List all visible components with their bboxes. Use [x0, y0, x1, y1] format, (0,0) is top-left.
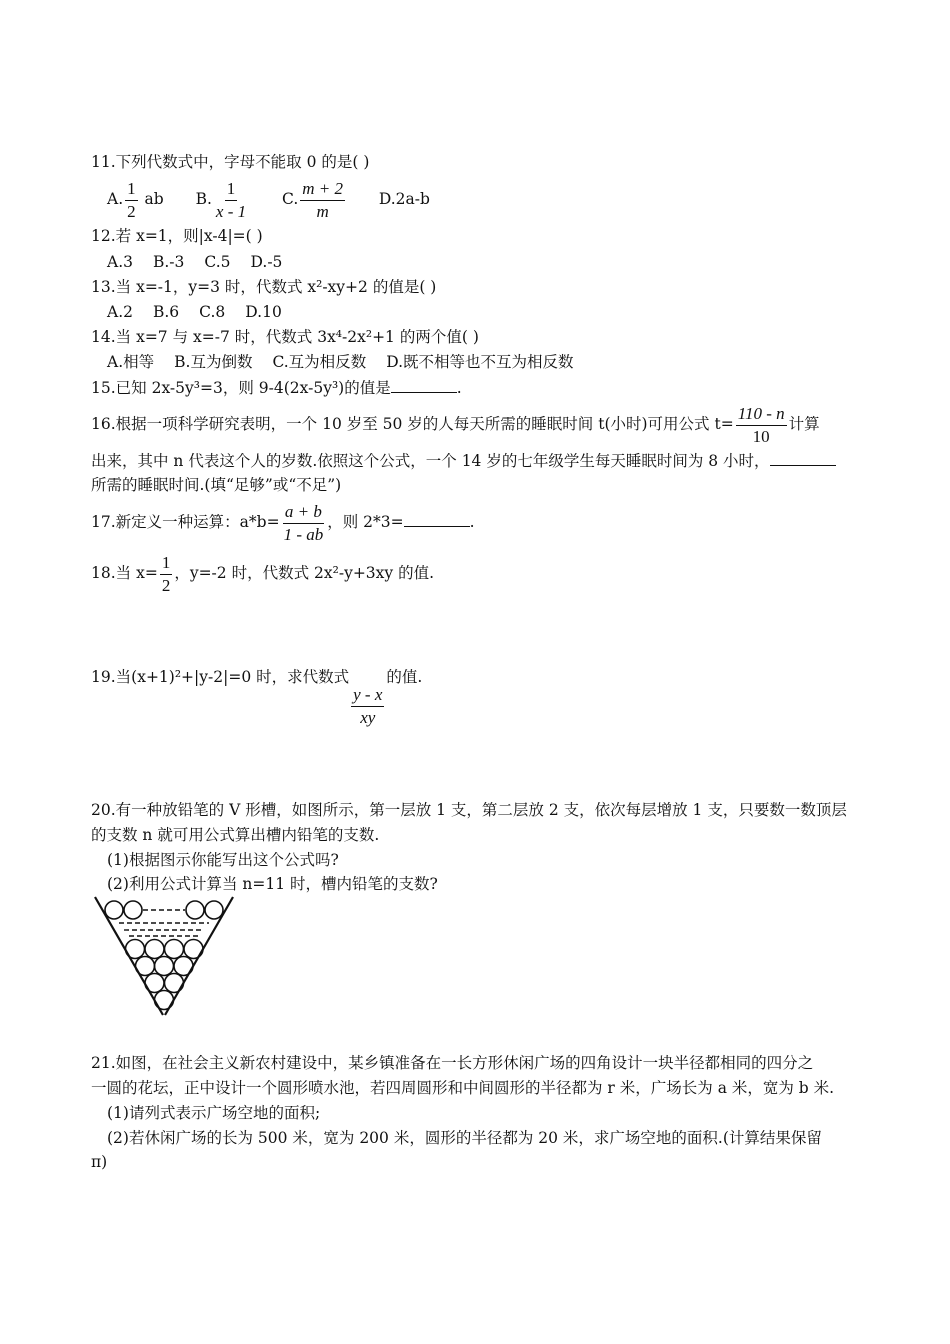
q14-option-d: D.既不相等也不互为相反数: [386, 353, 574, 371]
q13-option-c: C.8: [199, 303, 226, 321]
q13-option-d: D.10: [245, 303, 282, 321]
q12-option-b: B.-3: [152, 253, 185, 271]
q11-option-d: D.2a-b: [378, 190, 430, 208]
q19-line: 19.当(x+1)²+|y-2|=0 时，求代数式 $\frac{y - x}{xy}$ 的值.: [91, 668, 423, 727]
pencil-top-1: [105, 901, 123, 919]
q14-option-b: B.互为倒数: [174, 353, 253, 371]
q13-options: [107, 302, 302, 322]
q16-line3: 所需的睡眠时间.(填“足够”或“不足”): [91, 476, 342, 494]
q17-line: 17.新定义一种运算：a*b= $\frac{a + b}{1 - ab}$ ，则 2*3= .: [91, 501, 475, 544]
q17-answer-blank[interactable]: [404, 512, 470, 527]
q21-line2: 一圆的花坛，正中设计一个圆形喷水池，若四周圆形和中间圆形的半径都为 r 米，广场长为 a 米，宽为 b 米.: [91, 1079, 835, 1097]
q13-option-b: B.6: [152, 303, 180, 321]
q15-answer-blank[interactable]: [391, 378, 457, 393]
q20-sub1: (1)根据图示你能写出这个公式吗?: [107, 851, 339, 869]
q14-option-c: C.互为相反数: [272, 353, 367, 371]
q12-stem: 12.若 x=1，则|x-4|=( ): [91, 227, 263, 245]
q16-line2: 出来，其中 n 代表这个人的岁数.依照这个公式，一个 14 岁的七年级学生每天睡眠时间为 8 小时，: [91, 451, 836, 471]
v-groove-diagram: [93, 893, 235, 1019]
q15-line: 15.已知 2x-5y³=3，则 9-4(2x-5y³)的值是 .: [91, 379, 462, 397]
q12-option-a: A.3: [107, 253, 133, 271]
q13-stem: 13.当 x=-1，y=3 时，代数式 x²-xy+2 的值是( ): [91, 278, 437, 296]
pencil-top-4: [205, 901, 223, 919]
pencil-top-2: [124, 901, 142, 919]
q20-line2: 的支数 n 就可用公式算出槽内铅笔的支数.: [91, 826, 380, 844]
q11-option-c: C. $\frac{m + 2}{m}$: [282, 178, 343, 221]
q11-option-a: A. $\frac{1}{2}$ ab: [107, 178, 164, 221]
q11-option-b: B. $\frac{1}{x - 1}$: [195, 178, 247, 221]
q11-stem: 11.下列代数式中，字母不能取 0 的是( ): [91, 153, 370, 171]
q21-sub2-cont: π): [91, 1153, 108, 1171]
q18-line: 18.当 x= $\frac{1}{2}$ ，y=-2 时，代数式 2x²-y+3xy 的值.: [91, 552, 435, 595]
v-groove-pencil-figure: [93, 893, 235, 1023]
q13-option-a: A.2: [107, 303, 133, 321]
q20-line1: 20.有一种放铅笔的 V 形槽，如图所示，第一层放 1 支，第二层放 2 支，依次每层增放 1 支，只要数一数顶层: [91, 801, 847, 819]
pencil-top-3: [186, 901, 204, 919]
q11-options: [107, 176, 430, 223]
q16-answer-blank[interactable]: [770, 451, 836, 466]
q16-line1: 16.根据一项科学研究表明，一个 10 岁至 50 岁的人每天所需的睡眠时间 t(小时)可用公式 t= $\frac{110 - n}{10}$ 计算: [91, 403, 820, 446]
q21-sub1: (1)请列式表示广场空地的面积;: [107, 1104, 321, 1122]
q14-options: [107, 352, 594, 372]
q12-option-d: D.-5: [250, 253, 283, 271]
q12-options: [107, 252, 302, 272]
q12-option-c: C.5: [204, 253, 231, 271]
q21-line1: 21.如图，在社会主义新农村建设中，某乡镇准备在一长方形休闲广场的四角设计一块半径都相同的四分之: [91, 1054, 814, 1072]
q20-sub2: (2)利用公式计算当 n=11 时，槽内铅笔的支数?: [107, 875, 438, 893]
q14-option-a: A.相等: [107, 353, 155, 371]
q21-sub2: (2)若休闲广场的长为 500 米，宽为 200 米，圆形的半径都为 20 米，求广场空地的面积.(计算结果保留: [107, 1129, 822, 1147]
q14-stem: 14.当 x=7 与 x=-7 时，代数式 3x⁴-2x²+1 的两个值( ): [91, 328, 479, 346]
